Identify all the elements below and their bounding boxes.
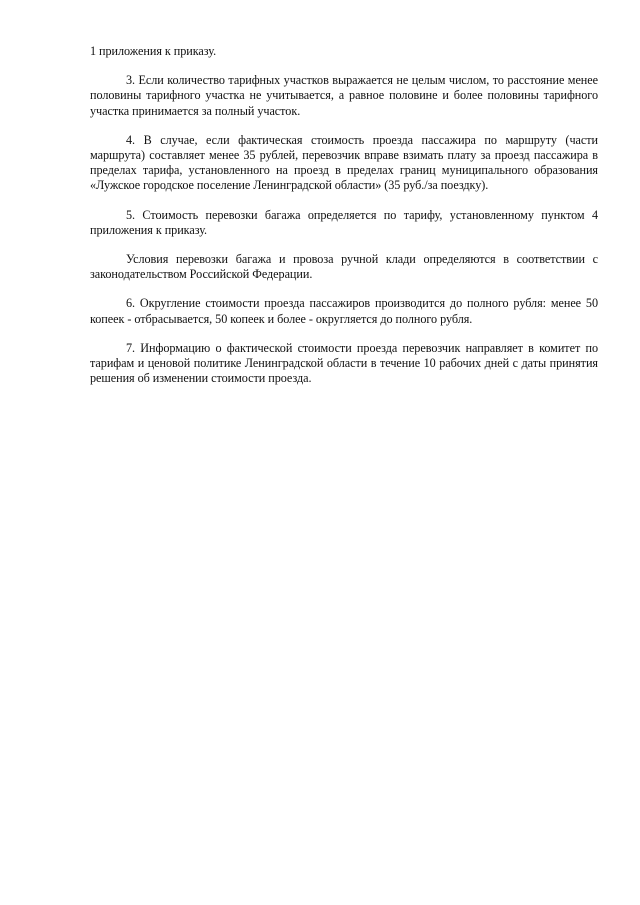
paragraph-5-baggage-cost: 5. Стоимость перевозки багажа определяется по тарифу, установленному пунктом 4 приложения к приказу.	[90, 207, 598, 237]
paragraph-7-notification: 7. Информацию о фактической стоимости проезда перевозчик направляет в комитет по тарифам и ценовой политике Ленинградской области в течение 10 рабочих дней с даты принятия решения об изменении стоимости проезда.	[90, 340, 598, 386]
paragraph-4-minimum-fare: 4. В случае, если фактическая стоимость проезда пассажира по маршруту (части маршрута) составляет менее 35 рублей, перевозчик вправе взимать плату за проезд пассажира в пределах тарифа, установленного на проезд в пределах границ муниципального образования «Лужское городское поселение Ленинградской области» (35 руб./за поездку).	[90, 132, 598, 193]
paragraph-baggage-conditions: Условия перевозки багажа и провоза ручной клади определяются в соответствии с законодательством Российской Федерации.	[90, 252, 598, 282]
paragraph-continuation: 1 приложения к приказу.	[90, 44, 217, 58]
paragraph-3-tariff-sections: 3. Если количество тарифных участков выражается не целым числом, то расстояние менее половины тарифного участка не учитывается, а равное половине и более половины тарифного участка принимается за полный участок.	[90, 73, 598, 118]
paragraph-6-rounding: 6. Округление стоимости проезда пассажиров производится до полного рубля: менее 50 копеек - отбрасывается, 50 копеек и более - округляется до полного рубля.	[90, 296, 598, 326]
